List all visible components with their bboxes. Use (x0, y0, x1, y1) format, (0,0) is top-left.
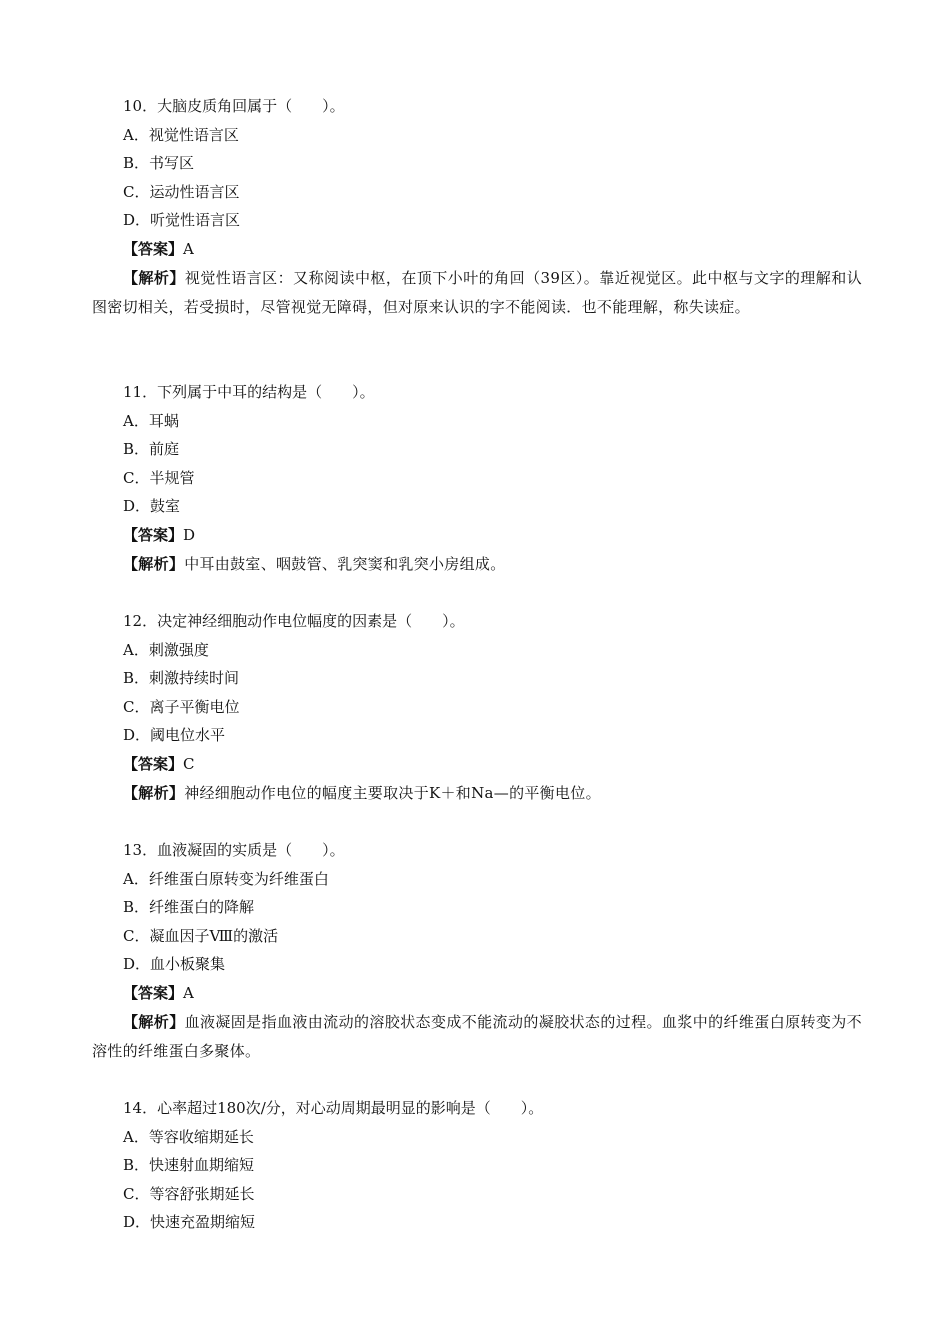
question-14 (92, 1094, 862, 1237)
explanation (92, 779, 862, 808)
option-d: D．阈电位水平 (123, 726, 226, 745)
explanation-text: 中耳由鼓室、咽鼓管、乳突窦和乳突小房组成。 (184, 554, 506, 573)
answer-value: A (183, 239, 194, 258)
option-a: A．等容收缩期延长 (123, 1127, 254, 1146)
explanation-text: 神经细胞动作电位的幅度主要取决于K＋和Na—的平衡电位。 (184, 783, 601, 802)
question-11 (92, 378, 862, 579)
answer-label: 【答案】 (123, 239, 184, 258)
explanation-label: 【解析】 (123, 1012, 185, 1031)
question-stem: 13．血液凝固的实质是（ ）。 (123, 841, 345, 859)
option-d: D．听觉性语言区 (123, 211, 241, 230)
option-d: D．血小板聚集 (123, 955, 226, 974)
option-c: C．运动性语言区 (123, 182, 240, 201)
option-b: B．书写区 (123, 154, 195, 173)
explanation-text: 视觉性语言区：又称阅读中枢，在顶下小叶的角回（39区）。靠近视觉区。此中枢与文字的理解和认图密切相关，若受损时，尽管视觉无障碍，但对原来认识的字不能阅读．也不能理解，称失读症。 (92, 268, 862, 316)
option-d: D．鼓室 (123, 497, 181, 516)
question-12 (92, 607, 862, 808)
option-a: A．纤维蛋白原转变为纤维蛋白 (123, 869, 329, 888)
explanation-text: 血液凝固是指血液由流动的溶胶状态变成不能流动的凝胶状态的过程。血浆中的纤维蛋白原转变为不溶性的纤维蛋白多聚体。 (92, 1012, 862, 1060)
answer-value: A (183, 983, 194, 1002)
answer-value: D (183, 525, 196, 544)
question-stem: 11．下列属于中耳的结构是（ ）。 (123, 383, 375, 401)
answer-value: C (183, 754, 195, 773)
question-stem: 10．大脑皮质角回属于（ ）。 (123, 97, 345, 115)
answer-label: 【答案】 (123, 754, 184, 773)
option-b: B．前庭 (123, 440, 180, 459)
option-a: A．耳蜗 (123, 411, 179, 430)
option-b: B．纤维蛋白的降解 (123, 898, 255, 917)
option-b: B．快速射血期缩短 (123, 1156, 255, 1175)
option-c: C．等容舒张期延长 (123, 1184, 255, 1203)
question-stem: 14．心率超过180次/分，对心动周期最明显的影响是（ ）。 (123, 1099, 544, 1117)
explanation (92, 1008, 862, 1066)
option-c: C．半规管 (123, 468, 195, 487)
option-b: B．刺激持续时间 (123, 669, 240, 688)
answer-line (92, 979, 862, 1008)
answer-line (92, 235, 862, 264)
answer-label: 【答案】 (123, 525, 184, 544)
option-c: C．凝血因子Ⅷ的激活 (123, 926, 279, 945)
option-d: D．快速充盈期缩短 (123, 1213, 256, 1232)
answer-line (92, 750, 862, 779)
explanation (92, 550, 862, 579)
explanation-label: 【解析】 (123, 554, 185, 573)
answer-label: 【答案】 (123, 983, 184, 1002)
explanation (92, 264, 862, 322)
question-10 (92, 92, 862, 322)
option-a: A．视觉性语言区 (123, 125, 239, 144)
answer-line (92, 521, 862, 550)
explanation-label: 【解析】 (123, 268, 185, 287)
option-a: A．刺激强度 (123, 640, 209, 659)
explanation-label: 【解析】 (123, 783, 185, 802)
question-13 (92, 836, 862, 1066)
option-c: C．离子平衡电位 (123, 697, 240, 716)
question-stem: 12．决定神经细胞动作电位幅度的因素是（ ）。 (123, 612, 465, 630)
